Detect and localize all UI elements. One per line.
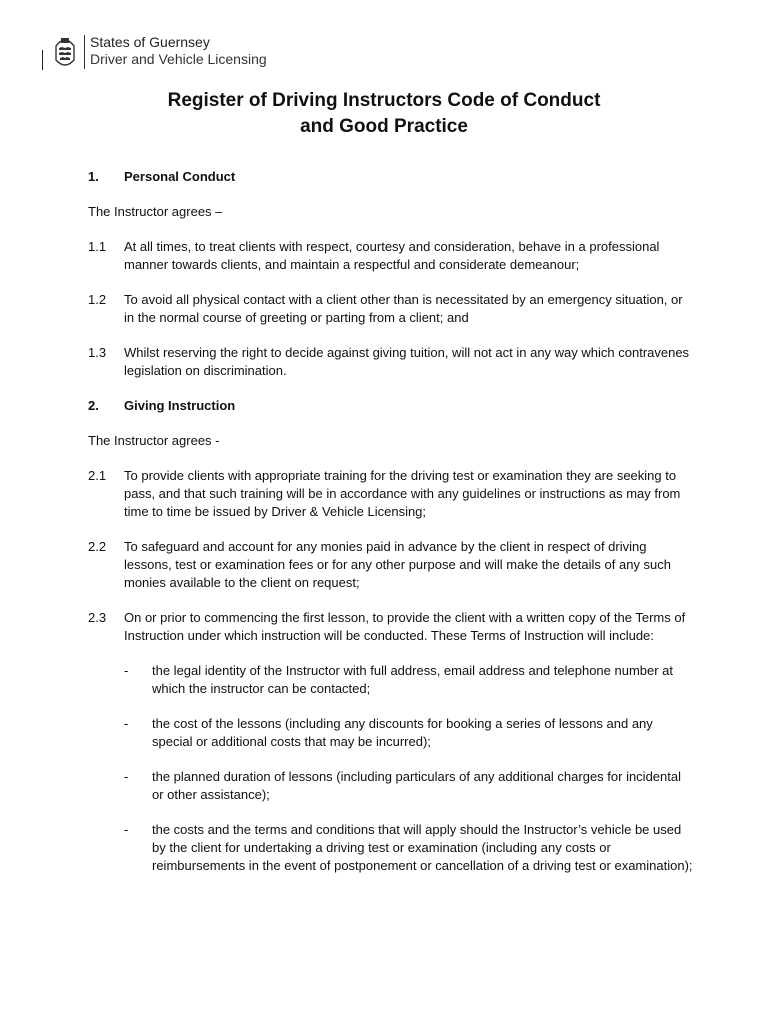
clause-text: At all times, to treat clients with respect, courtesy and consideration, behave in a professional manner towards clients, and maintain a respectful and considerate demeanour;	[124, 239, 660, 272]
list-item	[124, 768, 696, 804]
margin-rule	[42, 50, 43, 70]
list-item-text: the costs and the terms and conditions that will apply should the Instructor’s vehicle be used by the client for undertaking a driving test or examination (including any costs or reimbursements in the event of postponement or cancellation of a driving test or examination);	[152, 822, 693, 873]
list-item	[124, 662, 696, 698]
title-line-1: Register of Driving Instructors Code of Conduct	[167, 90, 601, 111]
org-line-2: Driver and Vehicle Licensing	[90, 51, 267, 67]
clause-number: 1.1	[88, 239, 107, 254]
clause-text: To provide clients with appropriate training for the driving test or examination they are seeking to pass, and that such training will be in accordance with any guidelines or instructions as may from time to time be issued by Driver & Vehicle Licensing;	[124, 468, 681, 519]
clause	[88, 344, 696, 380]
clause-text: On or prior to commencing the first lesson, to provide the client with a written copy of the Terms of Instruction under which instruction will be conducted. These Terms of Instruction will include:	[124, 610, 686, 643]
list-item	[124, 715, 696, 751]
org-line-1: States of Guernsey	[90, 34, 210, 50]
clause	[88, 467, 696, 521]
title-line-2: and Good Practice	[300, 116, 468, 137]
clause-number: 2.3	[88, 610, 107, 625]
bullet-dash: -	[124, 663, 129, 678]
document-title	[0, 88, 768, 140]
section-title: Giving Instruction	[124, 398, 236, 413]
section-number: 1.	[88, 169, 99, 184]
document-body	[88, 168, 696, 875]
clause-text: To avoid all physical contact with a client other than is necessitated by an emergency situation, or in the normal course of greeting or parting from a client; and	[124, 292, 683, 325]
clause-number: 1.3	[88, 345, 107, 360]
section-title: Personal Conduct	[124, 169, 236, 184]
clause	[88, 291, 696, 327]
clause	[88, 238, 696, 274]
bullet-dash: -	[124, 716, 129, 731]
clause	[88, 609, 696, 645]
clause-text: Whilst reserving the right to decide against giving tuition, will not act in any way which contravenes legislation on discrimination.	[124, 345, 690, 378]
section-number: 2.	[88, 398, 99, 413]
clause-number: 2.2	[88, 539, 107, 554]
list-item	[124, 821, 696, 875]
bullet-dash: -	[124, 769, 129, 784]
section-intro: The Instructor agrees -	[88, 433, 220, 448]
list-item-text: the legal identity of the Instructor with full address, email address and telephone number at which the instructor can be contacted;	[152, 663, 674, 696]
clause-text: To safeguard and account for any monies paid in advance by the client in respect of driving lessons, test or examination fees or for any other purpose and will make the details of any such monies available to the client on request;	[124, 539, 672, 590]
section-heading	[88, 397, 696, 415]
list-item-text: the cost of the lessons (including any discounts for booking a series of lessons and any special or additional costs that may be incurred);	[152, 716, 653, 749]
guernsey-crest-icon	[52, 34, 78, 70]
clause-number: 1.2	[88, 292, 107, 307]
clause	[88, 538, 696, 592]
list-item-text: the planned duration of lessons (including particulars of any additional charges for incidental or other assistance);	[152, 769, 681, 802]
section-heading	[88, 168, 696, 186]
bullet-dash: -	[124, 822, 129, 837]
clause-number: 2.1	[88, 468, 107, 483]
section-intro: The Instructor agrees –	[88, 204, 223, 219]
organization-name	[90, 34, 267, 68]
logo-separator	[84, 35, 85, 69]
